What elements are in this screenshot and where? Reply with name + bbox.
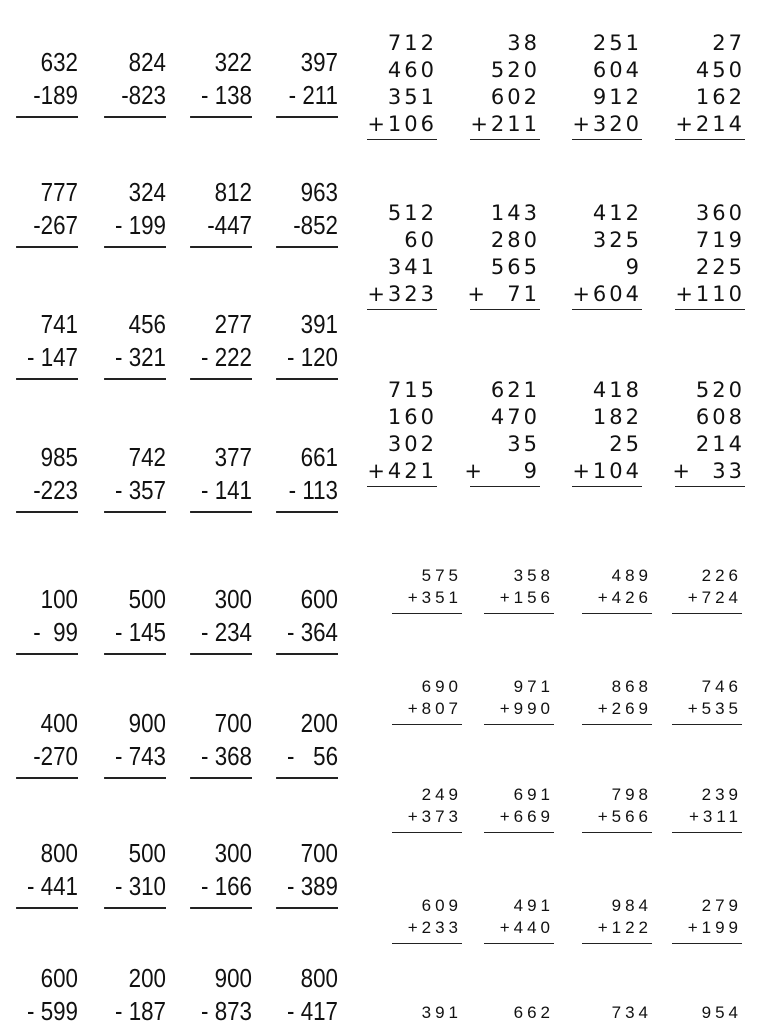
column-addition-problem — [675, 30, 745, 140]
operand: 25 — [609, 432, 642, 456]
answer-line — [104, 246, 166, 248]
operand: 302 — [387, 432, 437, 456]
operand: 489 — [611, 566, 652, 585]
operand: 391 — [300, 309, 338, 339]
answer-line — [484, 943, 554, 944]
operand: 300 — [214, 838, 252, 868]
operand-with-sign: -189 — [33, 80, 78, 110]
operand: 985 — [40, 442, 78, 472]
column-addition-problem — [367, 200, 437, 310]
operand-with-sign: +320 — [572, 112, 642, 136]
operand: 239 — [701, 785, 742, 804]
operand: 214 — [695, 432, 745, 456]
operand: 608 — [695, 405, 745, 429]
operand: 565 — [490, 255, 540, 279]
answer-line — [276, 653, 338, 655]
operand-with-sign: - 222 — [201, 342, 252, 372]
operand-with-sign: +990 — [499, 699, 554, 718]
subtraction-problem — [276, 707, 338, 779]
operand-with-sign: +106 — [367, 112, 437, 136]
answer-line — [276, 777, 338, 779]
operand-with-sign: - 113 — [288, 475, 338, 505]
operand-with-sign: +104 — [572, 459, 642, 483]
subtraction-problem — [276, 308, 338, 380]
subtraction-problem — [190, 583, 252, 655]
subtraction-problem — [104, 707, 166, 779]
subtraction-problem — [16, 707, 78, 779]
subtraction-problem — [16, 441, 78, 513]
answer-line — [572, 309, 642, 310]
answer-line — [392, 943, 462, 944]
operand: 450 — [695, 58, 745, 82]
operand: 280 — [490, 228, 540, 252]
operand: 715 — [387, 378, 437, 402]
operand: 661 — [300, 442, 338, 472]
operand-with-sign: +233 — [407, 918, 462, 937]
operand-with-sign: -270 — [33, 741, 78, 771]
answer-line — [470, 486, 540, 487]
answer-line — [470, 309, 540, 310]
answer-line — [104, 907, 166, 909]
operand-with-sign: - 364 — [287, 617, 338, 647]
answer-line — [276, 907, 338, 909]
operand: 279 — [701, 896, 742, 915]
spaced-addition-problem — [582, 784, 652, 833]
operand: 358 — [513, 566, 554, 585]
operand-with-sign: +566 — [597, 807, 652, 826]
spaced-addition-problem — [582, 565, 652, 614]
operand: 621 — [490, 378, 540, 402]
operand: 963 — [300, 177, 338, 207]
operand: 734 — [611, 1003, 652, 1022]
operand-with-sign: + 9 — [464, 459, 540, 483]
operand-with-sign: - 389 — [287, 871, 338, 901]
spaced-addition-problem — [672, 676, 742, 725]
operand: 341 — [387, 255, 437, 279]
answer-line — [16, 907, 78, 909]
column-addition-problem — [470, 30, 540, 140]
operand: 251 — [592, 31, 642, 55]
subtraction-problem — [190, 176, 252, 248]
spaced-addition-problem — [392, 565, 462, 614]
subtraction-problem — [276, 441, 338, 513]
operand-with-sign: +807 — [407, 699, 462, 718]
answer-line — [572, 139, 642, 140]
operand-with-sign: +351 — [407, 588, 462, 607]
answer-line — [582, 832, 652, 833]
operand-with-sign: - 743 — [115, 741, 166, 771]
operand-with-sign: +199 — [687, 918, 742, 937]
operand: 900 — [128, 708, 166, 738]
operand: 798 — [611, 785, 652, 804]
spaced-addition-problem — [582, 676, 652, 725]
subtraction-problem — [104, 962, 166, 1024]
column-addition-problem — [464, 377, 540, 487]
operand-with-sign: +535 — [687, 699, 742, 718]
operand: 412 — [592, 201, 642, 225]
subtraction-problem — [16, 837, 78, 909]
column-addition-problem — [572, 377, 642, 487]
operand-with-sign: - 310 — [115, 871, 166, 901]
operand: 954 — [701, 1003, 742, 1022]
subtraction-problem — [16, 962, 78, 1024]
answer-line — [276, 511, 338, 513]
answer-line — [484, 724, 554, 725]
operand: 160 — [387, 405, 437, 429]
answer-line — [104, 653, 166, 655]
answer-line — [675, 486, 745, 487]
operand: 691 — [513, 785, 554, 804]
answer-line — [276, 378, 338, 380]
operand-with-sign: -823 — [121, 80, 166, 110]
answer-line — [367, 139, 437, 140]
answer-line — [104, 777, 166, 779]
operand-with-sign: - 441 — [27, 871, 78, 901]
subtraction-problem — [104, 308, 166, 380]
operand-with-sign: +421 — [367, 459, 437, 483]
operand: 520 — [695, 378, 745, 402]
operand: 690 — [421, 677, 462, 696]
subtraction-problem — [190, 46, 252, 118]
subtraction-problem — [276, 46, 338, 118]
column-addition-problem — [572, 30, 642, 140]
answer-line — [367, 309, 437, 310]
spaced-addition-problem — [392, 1002, 462, 1024]
operand-with-sign: +323 — [367, 282, 437, 306]
answer-line — [582, 724, 652, 725]
operand: 712 — [387, 31, 437, 55]
subtraction-problem — [104, 46, 166, 118]
operand-with-sign: - 120 — [287, 342, 338, 372]
operand: 812 — [214, 177, 252, 207]
subtraction-problem — [104, 441, 166, 513]
operand-with-sign: +311 — [688, 807, 742, 826]
answer-line — [104, 378, 166, 380]
spaced-addition-problem — [484, 1002, 554, 1024]
subtraction-problem — [276, 837, 338, 909]
operand: 200 — [300, 708, 338, 738]
answer-line — [276, 246, 338, 248]
answer-line — [484, 613, 554, 614]
operand: 719 — [695, 228, 745, 252]
column-addition-problem — [572, 200, 642, 310]
operand: 868 — [611, 677, 652, 696]
operand-with-sign: +440 — [499, 918, 554, 937]
operand: 470 — [490, 405, 540, 429]
column-addition-problem — [367, 377, 437, 487]
operand: 249 — [421, 785, 462, 804]
operand: 742 — [128, 442, 166, 472]
answer-line — [392, 613, 462, 614]
operand: 100 — [40, 584, 78, 614]
operand: 602 — [490, 85, 540, 109]
operand: 391 — [421, 1003, 462, 1022]
operand-with-sign: +110 — [675, 282, 745, 306]
operand: 984 — [611, 896, 652, 915]
operand: 746 — [701, 677, 742, 696]
operand-with-sign: - 417 — [287, 996, 338, 1024]
operand: 800 — [40, 838, 78, 868]
operand-with-sign: +373 — [407, 807, 462, 826]
spaced-addition-problem — [484, 895, 554, 944]
operand: 360 — [695, 201, 745, 225]
spaced-addition-problem — [484, 676, 554, 725]
operand-with-sign: +604 — [572, 282, 642, 306]
operand-with-sign: - 147 — [27, 342, 78, 372]
operand: 456 — [128, 309, 166, 339]
answer-line — [672, 943, 742, 944]
answer-line — [104, 511, 166, 513]
spaced-addition-problem — [582, 1002, 652, 1024]
answer-line — [16, 653, 78, 655]
operand: 741 — [40, 309, 78, 339]
answer-line — [367, 486, 437, 487]
operand-with-sign: -267 — [33, 210, 78, 240]
operand: 604 — [592, 58, 642, 82]
operand: 632 — [40, 47, 78, 77]
answer-line — [190, 511, 252, 513]
answer-line — [190, 246, 252, 248]
operand-with-sign: - 141 — [201, 475, 252, 505]
operand-with-sign: +214 — [675, 112, 745, 136]
spaced-addition-problem — [392, 895, 462, 944]
answer-line — [572, 486, 642, 487]
subtraction-problem — [190, 837, 252, 909]
answer-line — [672, 613, 742, 614]
operand: 700 — [300, 838, 338, 868]
subtraction-problem — [276, 176, 338, 248]
operand-with-sign: + 71 — [467, 282, 540, 306]
answer-line — [104, 116, 166, 118]
subtraction-problem — [276, 583, 338, 655]
subtraction-problem — [190, 441, 252, 513]
operand: 600 — [300, 584, 338, 614]
operand: 225 — [695, 255, 745, 279]
answer-line — [190, 907, 252, 909]
operand: 900 — [214, 963, 252, 993]
operand-with-sign: - 599 — [27, 996, 78, 1024]
column-addition-problem — [467, 200, 540, 310]
answer-line — [582, 943, 652, 944]
operand: 800 — [300, 963, 338, 993]
operand-with-sign: -223 — [33, 475, 78, 505]
operand: 400 — [40, 708, 78, 738]
operand: 143 — [490, 201, 540, 225]
operand: 520 — [490, 58, 540, 82]
spaced-addition-problem — [582, 895, 652, 944]
answer-line — [392, 724, 462, 725]
operand: 700 — [214, 708, 252, 738]
operand-with-sign: - 99 — [33, 617, 78, 647]
operand: 397 — [300, 47, 338, 77]
operand-with-sign: +122 — [597, 918, 652, 937]
subtraction-problem — [16, 46, 78, 118]
operand-with-sign: - 873 — [201, 996, 252, 1024]
operand: 500 — [128, 584, 166, 614]
operand: 38 — [507, 31, 540, 55]
operand: 500 — [128, 838, 166, 868]
spaced-addition-problem — [392, 784, 462, 833]
operand-with-sign: - 234 — [201, 617, 252, 647]
answer-line — [276, 116, 338, 118]
subtraction-problem — [104, 837, 166, 909]
answer-line — [672, 832, 742, 833]
operand: 60 — [404, 228, 437, 252]
operand: 912 — [592, 85, 642, 109]
operand: 575 — [421, 566, 462, 585]
subtraction-problem — [190, 308, 252, 380]
answer-line — [190, 777, 252, 779]
spaced-addition-problem — [484, 565, 554, 614]
operand: 824 — [128, 47, 166, 77]
answer-line — [16, 378, 78, 380]
subtraction-problem — [190, 962, 252, 1024]
operand-with-sign: + 33 — [672, 459, 745, 483]
operand: 777 — [40, 177, 78, 207]
operand-with-sign: - 166 — [201, 871, 252, 901]
operand: 277 — [214, 309, 252, 339]
operand-with-sign: - 199 — [115, 210, 166, 240]
spaced-addition-problem — [484, 784, 554, 833]
operand: 662 — [513, 1003, 554, 1022]
answer-line — [675, 139, 745, 140]
operand: 418 — [592, 378, 642, 402]
answer-line — [675, 309, 745, 310]
operand: 300 — [214, 584, 252, 614]
operand: 609 — [421, 896, 462, 915]
operand: 512 — [387, 201, 437, 225]
spaced-addition-problem — [672, 895, 742, 944]
operand: 351 — [387, 85, 437, 109]
answer-line — [672, 724, 742, 725]
answer-line — [16, 511, 78, 513]
operand: 324 — [128, 177, 166, 207]
operand-with-sign: -852 — [293, 210, 338, 240]
operand-with-sign: - 368 — [201, 741, 252, 771]
column-addition-problem — [672, 377, 745, 487]
operand-with-sign: +724 — [687, 588, 742, 607]
answer-line — [16, 246, 78, 248]
operand-with-sign: - 145 — [115, 617, 166, 647]
answer-line — [190, 116, 252, 118]
subtraction-problem — [104, 583, 166, 655]
operand-with-sign: - 56 — [287, 741, 338, 771]
operand-with-sign: +426 — [597, 588, 652, 607]
operand: 200 — [128, 963, 166, 993]
operand: 182 — [592, 405, 642, 429]
operand: 600 — [40, 963, 78, 993]
answer-line — [190, 653, 252, 655]
spaced-addition-problem — [672, 565, 742, 614]
spaced-addition-problem — [392, 676, 462, 725]
operand: 9 — [625, 255, 642, 279]
operand: 491 — [513, 896, 554, 915]
operand-with-sign: -447 — [207, 210, 252, 240]
operand: 377 — [214, 442, 252, 472]
operand-with-sign: - 357 — [115, 475, 166, 505]
subtraction-problem — [104, 176, 166, 248]
operand: 325 — [592, 228, 642, 252]
operand-with-sign: - 187 — [115, 996, 166, 1024]
operand: 226 — [701, 566, 742, 585]
operand-with-sign: - 321 — [115, 342, 166, 372]
column-addition-problem — [675, 200, 745, 310]
spaced-addition-problem — [672, 784, 742, 833]
operand: 27 — [712, 31, 745, 55]
subtraction-problem — [276, 962, 338, 1024]
operand-with-sign: +669 — [499, 807, 554, 826]
spaced-addition-problem — [672, 1002, 742, 1024]
subtraction-problem — [16, 583, 78, 655]
answer-line — [484, 832, 554, 833]
subtraction-problem — [16, 308, 78, 380]
operand-with-sign: +269 — [597, 699, 652, 718]
answer-line — [582, 613, 652, 614]
answer-line — [470, 139, 540, 140]
operand-with-sign: - 138 — [201, 80, 252, 110]
answer-line — [16, 777, 78, 779]
column-addition-problem — [367, 30, 437, 140]
answer-line — [392, 832, 462, 833]
operand: 971 — [513, 677, 554, 696]
answer-line — [190, 378, 252, 380]
answer-line — [16, 116, 78, 118]
operand: 35 — [507, 432, 540, 456]
operand-with-sign: +211 — [470, 112, 540, 136]
operand: 322 — [214, 47, 252, 77]
subtraction-problem — [190, 707, 252, 779]
operand: 162 — [695, 85, 745, 109]
operand: 460 — [387, 58, 437, 82]
operand-with-sign: +156 — [499, 588, 554, 607]
operand-with-sign: - 211 — [288, 80, 338, 110]
subtraction-problem — [16, 176, 78, 248]
